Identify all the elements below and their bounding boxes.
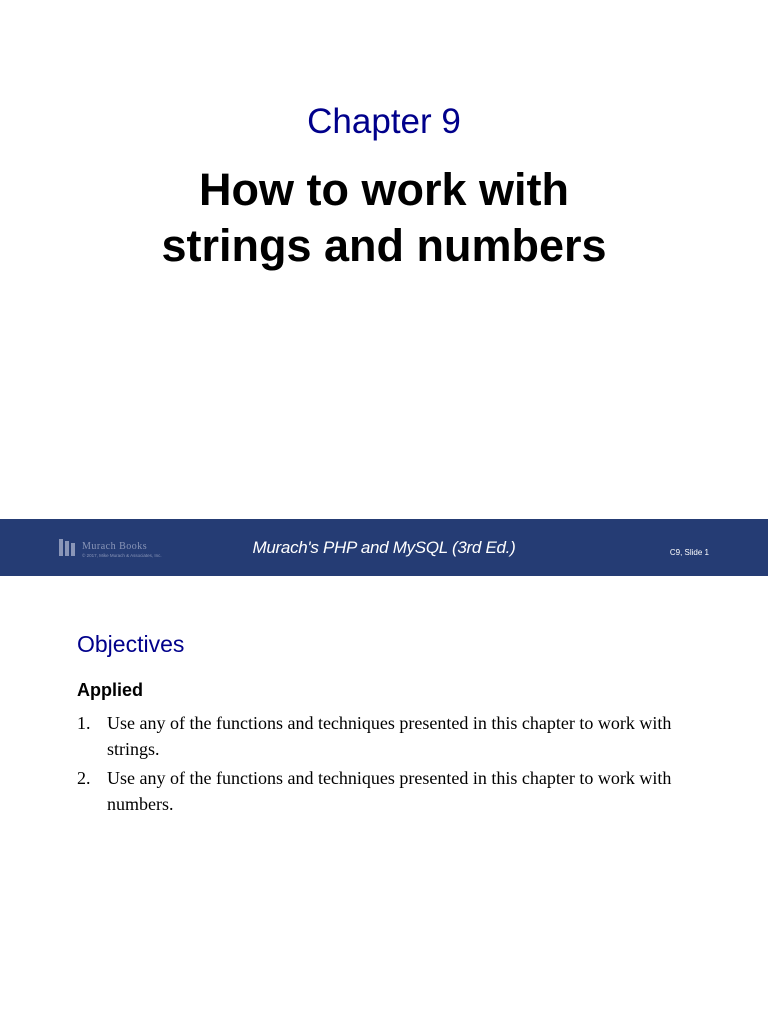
chapter-title-line-2: strings and numbers <box>161 220 607 271</box>
list-item-text: Use any of the functions and techniques presented in this chapter to work with numbers. <box>107 768 672 814</box>
objectives-heading: Objectives <box>77 631 185 657</box>
list-item <box>77 765 677 817</box>
objectives-list <box>77 710 677 820</box>
list-item-text: Use any of the functions and techniques presented in this chapter to work with strings. <box>107 713 672 759</box>
chapter-title-line-1: How to work with <box>199 164 569 215</box>
applied-subheading: Applied <box>77 680 143 700</box>
list-item-number: 2. <box>77 768 91 788</box>
book-title: Murach's PHP and MySQL (3rd Ed.) <box>252 538 516 557</box>
chapter-label: Chapter 9 <box>307 102 461 141</box>
slide-footer <box>0 519 768 576</box>
list-item <box>77 710 677 762</box>
list-item-number: 1. <box>77 713 91 733</box>
objectives-slide <box>0 576 768 1024</box>
slide-number: C9, Slide 1 <box>669 548 709 557</box>
logo-name: Murach Books <box>82 541 148 552</box>
chapter-title <box>0 162 768 274</box>
logo-copyright: © 2017, Mike Murach & Associates, Inc. <box>82 553 162 558</box>
